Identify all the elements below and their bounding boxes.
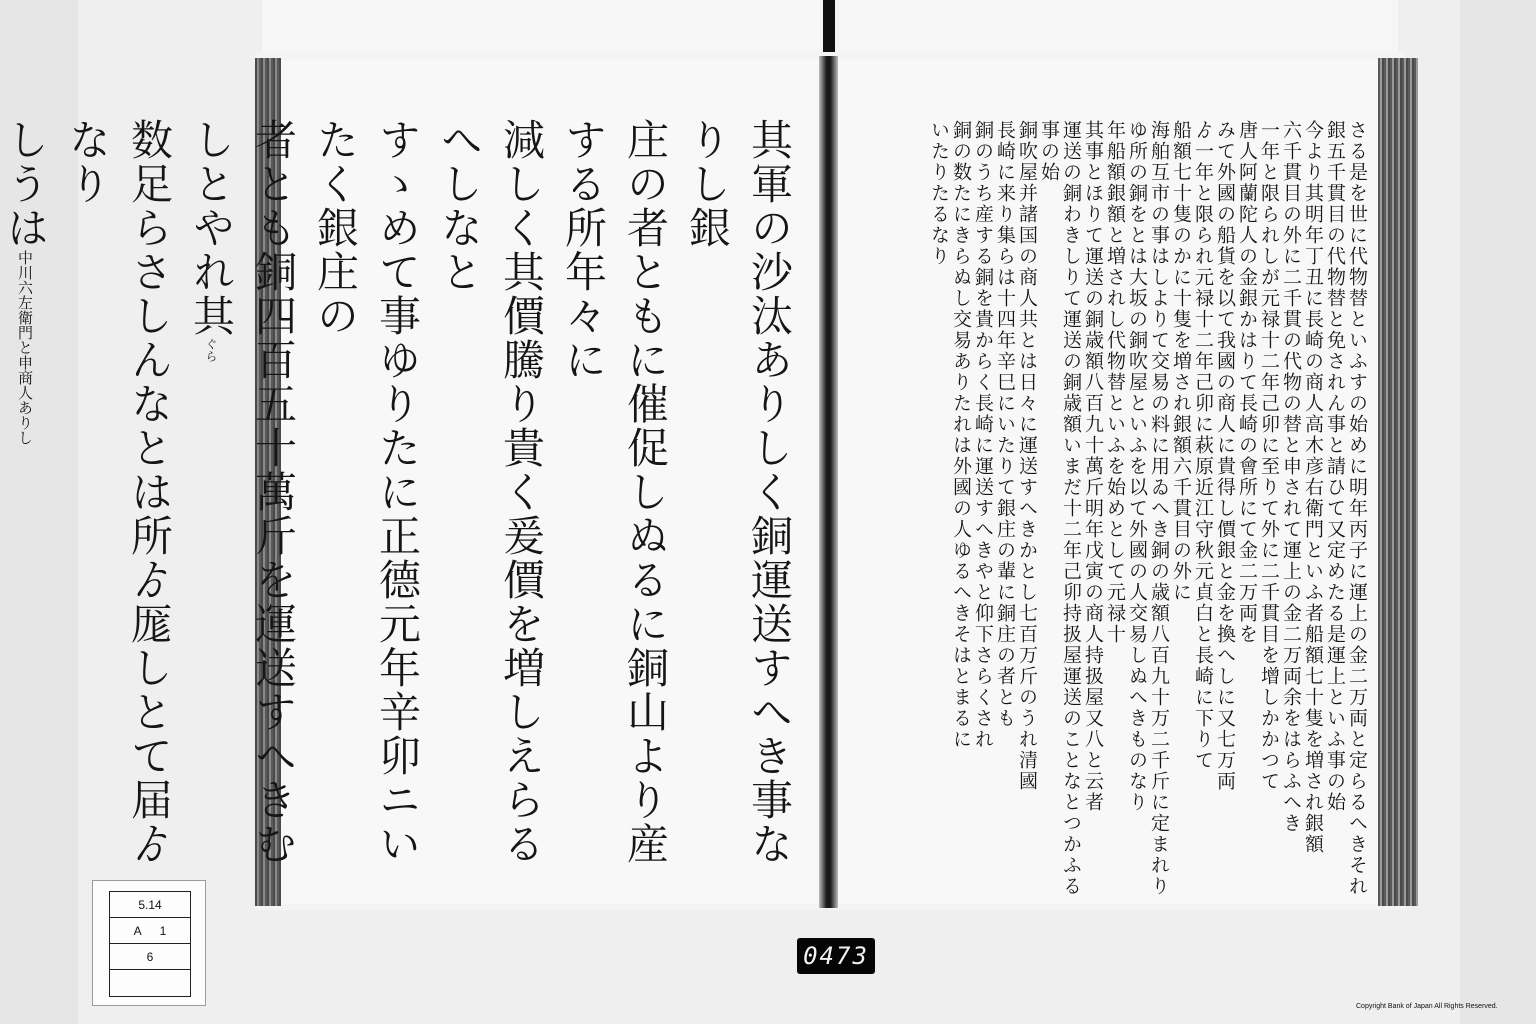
left-page-text [1,118,800,888]
frame-number-stamp: 0473 [797,938,875,974]
text-line: 今より其明年丁丑に長崎の商人高木彦右衛門といふ者船額七十隻を増され銀額 [1302,120,1324,855]
label-volume: 1 [159,923,167,938]
text-line: ゟ一年と限られ元禄十二年己卯に萩原近江守秋元貞白と長崎に下りて [1192,120,1214,771]
label-catalog-number: 5.14 [138,897,162,912]
text-line: 銀五千貫目の代物替と免されん事と請ひて又定めたる是運上といふ事の始 [1324,120,1346,813]
label-table [109,891,191,997]
text-line: 運送の銅わきしりて運送の銅歳額いまだ十二年己卯持扱屋運送のことなとつかふる事の始 [1038,120,1082,897]
text-line: 其事とほりて運送の銅歳額八百九十萬斤明年戊寅の商人持扱屋又八と云者 [1082,120,1104,813]
text-line: 船額七十隻のかに十隻を増され銀額六千貫目の外に [1170,120,1192,603]
label-series: A [133,923,142,938]
book-gutter [819,56,838,908]
archive-label-card [92,880,206,1006]
text-line: 其軍の沙汰ありしく銅運送すへき事なりし銀 [683,118,794,866]
copyright-notice: Copyright Bank of Japan All Rights Reserved. [1356,1003,1498,1010]
text-line: しうは中川六左衛門と申商人ありし [1,118,50,445]
page-edges-right [1378,58,1418,906]
ruby-annotation: ぐら [204,338,218,362]
text-line: 六千貫目の外に二千貫の代物の替と申されて運上の金二万両余をはらふへき [1280,120,1302,834]
label-row [110,918,190,944]
text-line: 銅の数たにきらぬし交易ありたれは外國の人ゆるへきそはとまるに [950,120,972,750]
text-line: 減しく其價騰り貴く爰價を増しえらるへしなと [435,118,546,866]
text-line: 唐人阿蘭陀人の金銀かはりて長崎の會所にて金二万両を [1236,120,1258,645]
interlinear-note: 中川六左衛門と申商人ありし [16,250,34,445]
text-line: いたりたるなり [928,120,950,267]
label-row-empty [110,970,190,995]
text-line: みて外國の船貨を以て我國の商人に貴得し價銀と金を換へしに又七万両 [1214,120,1236,792]
label-row [110,944,190,970]
text-line: 数足らさしんなとは所ゟ厖しとて届ゟなり [63,118,174,866]
text-line: さる是を世に代物替といふすの始めに明年丙子に運上の金二万両と定らるへきそれ [1346,120,1368,897]
label-row [110,892,190,918]
text-line: 長崎に来り集らは十四年辛巳にいたりて銀庄の輩に銅庄の者とも [994,120,1016,729]
text-line: ゆ所の銅をとは大坂の銅吹屋といふを以て外國の人交易しぬへきものなり [1126,120,1148,813]
text-line: 庄の者ともに催促しぬるに銅山より産する所年々に [559,118,670,866]
text-line: 年船額銀額と増されし代物替といふを始めとして元禄十 [1104,120,1126,645]
text-line: 者とも銅四百五十萬斤を運送すへきむしとやれ其ぐら [187,118,298,866]
text-line: 銅吹屋并諸国の商人共とは日々に運送すへきかとし七百万斤のうれ清國 [1016,120,1038,792]
text-line: すゝめて事ゆりたに正德元年辛卯ニいたく銀庄の [311,118,422,866]
binding-clip [823,0,835,52]
right-page-text [868,120,1368,900]
text-line: 銅のうち産する銅を貴からく長崎に運送すへきやと仰下さらくされ [972,120,994,750]
label-item: 6 [146,949,154,964]
text-line: 海舶互市の事はしよりて交易の料に用ゐへき銅の歳額八百九十万二千斤に定まれり [1148,120,1170,897]
text-line: 一年と限られしが元禄十二年己卯に至りて外に二千貫目を增しかかつて [1258,120,1280,792]
